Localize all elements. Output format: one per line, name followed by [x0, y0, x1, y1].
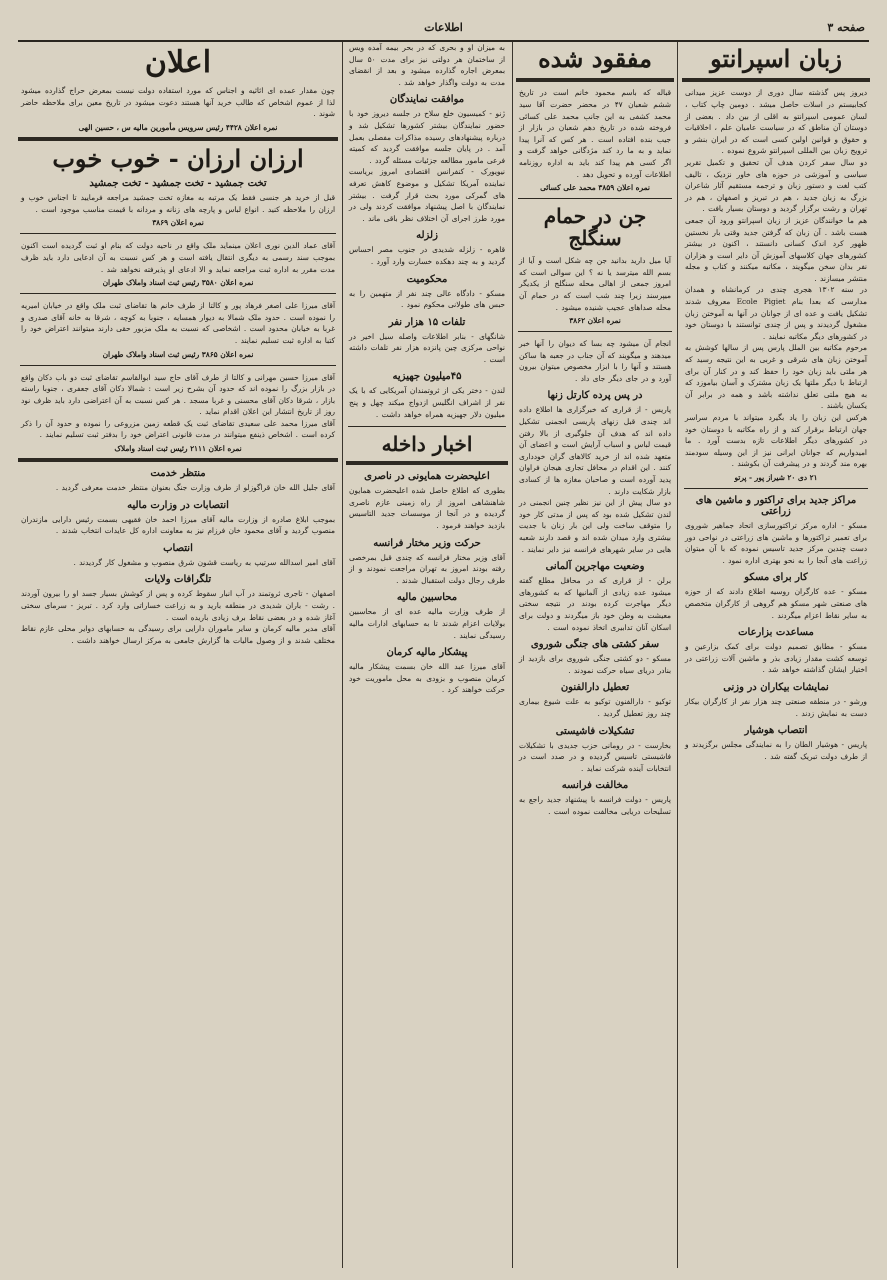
notice-text: آقای میرزا محمد علی سعیدی تقاضای ثبت یک قطعه زمین مزروعی را نموده و حدود آن را ذکر کرده است . اشخاص ذینفع میتوانند در مدت قانونی اعتراض خود را بدفتر ثبت تسلیم نمایند .: [21, 418, 335, 440]
notice-text: آقای میرزا علی اصغر فرهاد پور و کالتا از طرف خانم ها تقاضای ثبت ملک واقع در خیابان امیریه را نموده است . حدود ملک شمالا به دیوار همسایه ، جنوبا به کوچه ، شرقا به خانه آقای صدری و غربا به خیابان محدود است . اشخاصی که نسبت به ملک مزبور حقی دارند میتوانند اعتراض خود را کتبا به اداره ثبت تسلیم نمایند .: [21, 301, 335, 345]
article-paragraph: دو سال پیش از این نیز نظیر چنین انجمنی در لندن تشکیل شده بود که پس از مدتی کار خود را متوقف ساخت ولی این بار زنان با جدیت بیشتری وارد میدان شده اند و قصد دارند شعبه هایی در سایر شهرهای فرانسه نیز دایر نمایند .: [519, 498, 671, 554]
subheadline: حرکت وزیر مختار فرانسه: [373, 537, 481, 549]
notice-signature: نمره اعلان ۳۵۸۰ رئیس ثبت اسناد واملاک طهران: [102, 278, 254, 288]
subheadline: مراکز جدید برای تراکتور و ماشین های زراعتی: [695, 494, 857, 517]
article-paragraph: هم ما خوانندگان عزیز از زبان اسپرانتو ورود آن جمعی هست باشد . آن زبان که گرفتن جدید وقتی بار نخستین ظهور کرد اندک کسانی دانستند ، اکنون در بیشتر کشورهای جهان کلاسهای آموزش آن دایر است و هزاران نفر بدان سخن میگویند ، مکاتبه میکنند و کتاب و مجله منتشر میسازند .: [685, 215, 867, 283]
column-divider: [677, 42, 678, 1268]
column-2: [516, 42, 674, 1268]
notice-signature: نمره اعلان ۲۱۱۱ رئیس ثبت اسناد واملاک: [114, 444, 242, 454]
subheadline: ۴۵میلیون جهیزیه: [392, 371, 462, 383]
column-divider: [342, 42, 343, 1268]
headline-jinn: جن در حمام سنگلج: [543, 204, 647, 251]
subheadline: تعطیل دارالفنون: [560, 682, 630, 694]
subheadline: موافقت نمایندگان: [389, 94, 465, 106]
column-4: [346, 42, 508, 1268]
headline-rule: [516, 78, 674, 82]
subheadline: سفر کشتی های جنگی شوروی: [530, 639, 660, 651]
page-header: [18, 14, 869, 42]
article-paragraph: مسکو - دادگاه عالی چند نفر از متهمین را به حبس های طولانی محکوم نمود .: [349, 288, 505, 310]
article-paragraph: آقای وزیر مختار فرانسه که چندی قبل بمرخصی رفته بودند امروز به تهران مراجعت نمودند و از طرف رجال دولت استقبال شدند .: [349, 552, 505, 585]
article-paragraph: آقای امیر اسدالله سرتیپ به ریاست قشون شرق منصوب و مشغول کار گردیدند .: [73, 557, 335, 567]
subheadline: وضعیت مهاجرین آلمانی: [545, 561, 645, 573]
notice-signature: نمره اعلان ۳۸۵۹ محمد علی کسائی: [540, 183, 650, 193]
article-paragraph: برلن - از قراری که در محافل مطلع گفته میشود عده زیادی از آلمانیها که به کشورهای دیگر مهاجرت کرده بودند در نتیجه سختی معیشت به وطن خود باز میگردند و دولت برای اسکان آنان تدابیری اتخاذ نموده است .: [519, 576, 671, 632]
headline-rule: [682, 78, 870, 82]
article-paragraph: اصفهان - تاجری ثروتمند در آب انبار سقوط کرده و پس از کوشش بسیار جسد او را بیرون آوردند . رشت - باران شدیدی در منطقه بارید و به زراعت خساراتی وارد کرد . تبریز - سرمای سختی آغاز شده و در بعضی نقاط برف زیادی باریده است .: [21, 589, 335, 622]
article-paragraph: آیا میل دارید بدانید جن چه شکل است و آیا از بسم الله میترسد یا نه ؟ این سوالی است که امروز جمعی از اهالی محله سنگلج از یکدیگر میپرسند زیرا چند شب است که در حمام آن محله صداهای عجیب شنیده میشود .: [519, 256, 671, 312]
article-signature: ۲۱ دی ۲۰ شیراز پور - پرتو: [734, 472, 818, 482]
article-paragraph: بطوری که اطلاع حاصل شده اعلیحضرت همایون شاهنشاهی امروز از راه زمینی عازم ناصری گردیده و در آنجا از موسسات جدید التاسیس بازدید خواهند فرمود .: [349, 486, 505, 531]
article-paragraph: آقای جلیل الله خان قراگوزلو از طرف وزارت جنگ بعنوان منتظر خدمت معرفی گردید .: [55, 483, 335, 493]
subheadline: پیشکار ماليه کرمان: [386, 647, 468, 659]
article-paragraph: بخارست - در رومانی حزب جدیدی با تشکیلات فاشیستی تاسیس گردیده و در صدد است در انتخابات آینده شرکت نماید .: [519, 740, 671, 773]
article-paragraph: در سنه ۱۳۰۲ هجری چندی در کرمانشاه و همدان مدارسی که بعدا بنام Ecole Pigiet معروف شدند تشکیل یافت و عده ای از جوانان در آنها به آموختن زبان مشغول گردیدند و پس از چندی توانستند با دوستان خود در کشورهای دیگر مکاتبه نمایند .: [685, 285, 867, 341]
headline-domestic-news: اخبار داخله: [381, 432, 473, 457]
subheadline: تلگرافات ولایات: [144, 574, 212, 586]
article-paragraph: آقای مدیر ماليه کرمان و سایر ماموران دارایی برای رسیدگی به حسابهای دوایر محلی عازم نقاط مختلف شدند و از وصول مالیات ها گزارش جامعی به مرکز ارسال خواهند داشت .: [21, 624, 335, 645]
section-divider: [518, 198, 672, 199]
article-paragraph: دیروز پس گذشته سال دوری از دوست عزیز میدانی کجابیستم در اسلات حاصل میشد . دومین چاپ کتاب ، لسان عمومی اسپرانتو به اقلی از بین داد . بعضی از دوستان آن مناطق که در سیاست عامیان علم ، اخلاقیات و حقوق و قوانین اولین کسی است که در ایران بنشر و ترویج زبان بین المللی اسپرانتو شروع نموده .: [685, 88, 867, 156]
section-rule: [18, 137, 338, 141]
headline-advert: ارزان ارزان - خوب خوب: [52, 143, 304, 173]
article-paragraph: قاهره - زلزله شدیدی در جنوب مصر احساس گردید و به چند دهکده خسارت وارد آورد .: [349, 245, 505, 266]
subheadline: نمایشات بیکاران در وزنی: [723, 681, 829, 693]
section-divider: [348, 426, 506, 427]
notice-signature: نمره اعلان ۴۴۲۸ رئیس سرویس مأمورین ماليه س ، حسین الهی: [78, 122, 278, 132]
subheadline: کار برای مسکو: [744, 572, 808, 584]
article-paragraph: به میزان او و بحری که در بحر بیمه آمده ویس از ساختمان هر دولتی نیز برای مدت ۵۰ سال بمعرض اجاره گذارده میشود و بعد از انقضای مدت به دولت واگذار خواهد شد .: [349, 43, 505, 87]
subheadline: منتظر خدمت: [150, 468, 206, 480]
subheadline: تلفات ۱۵ هزار نفر: [388, 316, 466, 328]
subheadline: مخالفت فرانسه: [561, 780, 629, 792]
subheadline: محاسبین ماليه: [396, 592, 458, 604]
page-number: صفحه ۳: [827, 21, 865, 34]
article-paragraph: ورشو - در منطقه صنعتی چند هزار نفر از کارگران بیکار دست به نمایش زدند .: [685, 696, 867, 718]
article-paragraph: لندن - دختر یکی از ثروتمندان آمریکایی که با یک نفر از اشراف انگلیس ازدواج میکند چهل و پنج میلیون دلار جهیزیه همراه خواهد داشت .: [349, 386, 505, 419]
advert-subheadline: تخت جمشید - تخت جمشید - تخت جمشید: [89, 178, 267, 190]
article-paragraph: مسکو - دو کشتی جنگی شوروی برای بازدید از بنادر دریای سیاه حرکت نمودند .: [519, 654, 671, 675]
article-paragraph: بموجب ابلاغ صادره از وزارت ماليه آقای میرزا احمد خان فقیهی بسمت رئیس دارایی مازندران منصوب گردید و آقای محمود خان فرزام نیز به معاونت اداره کل عایدات انتخاب شدند .: [21, 514, 335, 536]
article-paragraph: مسکو - مطابق تصمیم دولت برای کمک بزارعین و توسعه کشت مقدار زیادی بذر و ماشین آلات زراعتی در اختیار ایشان گذاشته خواهد شد .: [685, 642, 867, 675]
article-paragraph: شانگهای - بنابر اطلاعات واصله سیل اخیر در نواحی مرکزی چین پانزده هزار نفر تلفات داشته است .: [349, 331, 505, 364]
article-paragraph: انجام آن میشود چه بسا که دیوان را آنها خبر میدهند و میگویند که آن جناب در جعبه ها ساکن هستند و آنها را با ابزار مخصوص میتوان بیرون آورد و در جای دیگر جای داد .: [519, 339, 671, 383]
article-paragraph: نیویورک - کنفرانس اقتصادی امروز بریاست نماینده آمریکا تشکیل و موضوع کاهش تعرفه های گمرکی مورد بحث قرار گرفت . بیشتر نمایندگان با اصل پیشنهاد موافقت کردند ولی در مورد طرز اجرای آن اختلاف نظر باقی ماند .: [349, 167, 505, 223]
notice-signature: نمره اعلان ۳۸۶۹: [152, 218, 204, 228]
notice-signature: نمره اعلان ۳۸۶۵ رئیس ثبت اسناد واملاک طهران: [102, 349, 254, 359]
notice-text: قباله که باسم محمود خانم است در تاریخ ششم شعبان ۴۷ در محضر حضرت آقا سید محمد کشفی به این جانب محمد علی کسائی فروخته شده در تاریخ دهم شعبان در بازار از جیب بنده افتاده است . هر کس که آنرا پیدا نماید و به ما رد کند مژدگانی خواهد گرفت و اگر کسی هم پیدا کند باید به اداره روزنامه اطلاعات آورده و تحویل دهد .: [519, 88, 671, 179]
newspaper-name: اطلاعات: [424, 21, 463, 34]
article-paragraph: پاریس - دولت فرانسه با پیشنهاد جدید راجع به تسلیحات دریایی مخالفت نموده است .: [519, 795, 671, 816]
article-paragraph: مرحوم مکاتبه بین الملل پارس پس از سالها کوشش به آموختن زبان های شرقی و غربی به این نتیجه رسید که هر ملتی باید زبان خود را حفظ کند و در کنار آن برای ارتباط با دیگر ملتها یک زبان مشترک و آسان بیاموزد که به هیچ ملتی تعلق نداشته باشد و همه در برابر آن یکسان باشند .: [685, 343, 867, 411]
column-3: [18, 42, 338, 1268]
subheadline: انتصابات در وزارت ماليه: [127, 499, 229, 511]
article-paragraph: توکیو - دارالفنون توکیو به علت شیوع بیماری چند روز تعطیل گردید .: [519, 697, 671, 718]
advert-text: قبل از خرید هر جنسی فقط یک مرتبه به مغازه تخت جمشید مراجعه فرمایید تا اجناس خوب و ارزان را ملاحظه کنید . انواع لباس و پارچه های زنانه و مردانه با قیمت مناسب موجود است .: [21, 193, 335, 214]
subheadline: مساعدت بزارعات: [738, 627, 814, 639]
article-paragraph: مسکو - عده کارگران روسیه اطلاع دادند که از حوزه های صنعتی شهر مسکو هم گروهی از کارگران متخصص به سایر نقاط اعزام میگردند .: [685, 587, 867, 620]
article-paragraph: هرکس این زبان را یاد بگیرد میتواند با مردم سراسر جهان ارتباط برقرار کند و از راه مکاتبه با دوستان خود در کشورهای دیگر اطلاعات تازه بدست آورد . ما امیدواریم که جوانان ایرانی نیز از این وسیله سودمند بهره مند گردند و در پیشرفت آن بکوشند .: [685, 413, 867, 469]
notice-text: آقای عماد الدین نوری اعلان مینماید ملک واقع در ناحیه دولت که بنام او ثبت گردیده است اکنون بموجب سند رسمی به دیگری انتقال یافته است و هر کس نسبت به آن ادعایی دارد باید ظرف مدت مقرر به اداره ثبت مراجعه نماید و الا ادعای او پذیرفته نخواهد شد .: [21, 241, 335, 274]
section-divider: [20, 233, 336, 234]
notice-text: آقای میرزا حسین مهرانی و کالتا از طرف آقای حاج سید ابوالقاسم تقاضای ثبت دو باب دکان واقع در بازار بزرگ را نموده اند که حدود آن بشرح زیر است : شمالا دکان آقای جعفری ، جنوبا راسته بازار ، شرقا دکان آقای محسنی و غربا مسجد . هر کس نسبت به آن اعتراضی دارد باید ظرف نود روز از تاریخ انتشار این اعلان اقدام نماید .: [21, 372, 335, 417]
subheadline: انتصاب: [163, 542, 193, 554]
headline-esperanto: زبان اسپرانتو: [710, 44, 842, 73]
column-1: [682, 42, 870, 1268]
subheadline: اعلیحضرت همایونی در ناصری: [364, 471, 490, 483]
section-divider: [518, 331, 672, 332]
article-paragraph: آقای میرزا عبد الله خان بسمت پیشکار ماليه کرمان منصوب و بزودی به محل ماموریت خود حرکت خواهند کرد .: [349, 662, 505, 695]
article-paragraph: ژنو - کمیسیون خلع سلاح در جلسه دیروز خود با حضور نمایندگان بیشتر کشورها تشکیل شد و درباره پیشنهادهای رسیده مذاکرات مفصلی بعمل آمد . در پایان جلسه موافقت گردید که کمیته فرعی مامور مطالعه جزئیات مسئله گردد .: [349, 109, 505, 165]
headline-lost: مفقود شده: [538, 44, 652, 73]
notice-text: چون مقدار عمده ای اثاثیه و اجناس که مورد استفاده دولت نیست بمعرض حراج گذارده میشود لذا از عموم اشخاص که طالب خرید آنها هستند دعوت میشود در تاریخ معین برای ملاحظه حاضر شوند .: [21, 86, 335, 119]
article-paragraph: دو سال سفر کردن هدف آن تحقیق و تکمیل تقریر سیاسی و آموزشی در حوزه های خاور نزدیک ، تالیف کتب لغت و دستور زبان و ترجمه مستقیم آثار شاعران بزرگ به زبان جدید ، هم در تبریز و اصفهان ، هم در تهران و رشت برگزار گردید و دوستان بسیار یافت .: [685, 157, 867, 214]
subheadline: زلزله: [416, 230, 438, 242]
subheadline: انتصاب هوشیار: [744, 725, 808, 737]
subheadline: تشکیلات فاشیستی: [555, 725, 635, 737]
section-divider: [20, 293, 336, 294]
article-paragraph: پاریس - هوشیار الطان را به نمایندگی مجلس برگزیدند و از طرف دولت تبریک گفته شد .: [685, 740, 867, 761]
headline-notice: اعلان: [144, 45, 212, 80]
subheadline: محکومیت: [406, 273, 448, 285]
section-divider: [20, 365, 336, 366]
headline-rule: [346, 461, 508, 465]
column-divider: [512, 42, 513, 1268]
section-rule: [18, 458, 338, 462]
article-paragraph: پاریس - از قراری که خبرگزاری ها اطلاع داده اند چندی قبل زنهای پاریسی انجمنی تشکیل داده اند که هدف آن جلوگیری از بالا رفتن قیمت لباس و اسباب آرایش است و اعضای آن متعهد شده اند از خرید کالاهای گران خودداری کنند . این اقدام در محافل تجاری هیجان فراوان پدید آورده است و صاحبان مغازه ها از کسادی بازار شکایت دارند .: [519, 405, 671, 496]
article-paragraph: مسکو - اداره مرکز تراکتورسازی اتحاد جماهیر شوروی برای تعمیر تراکتورها و ماشین های زراعتی در نواحی دور دست چندین مرکز جدید تاسیس نموده که با آن میتوان زراعت های آنجا را به نحو بهتری اداره نمود .: [685, 520, 867, 565]
notice-signature: نمره اعلان ۳۸۶۲: [569, 316, 621, 326]
article-paragraph: از طرف وزارت ماليه عده ای از محاسبین بولایات اعزام شدند تا به حسابهای ادارات مالیه رسیدگی نمایند .: [349, 607, 505, 640]
subheadline: در پس پرده کارتل زنها: [547, 390, 643, 402]
section-divider: [684, 488, 868, 489]
